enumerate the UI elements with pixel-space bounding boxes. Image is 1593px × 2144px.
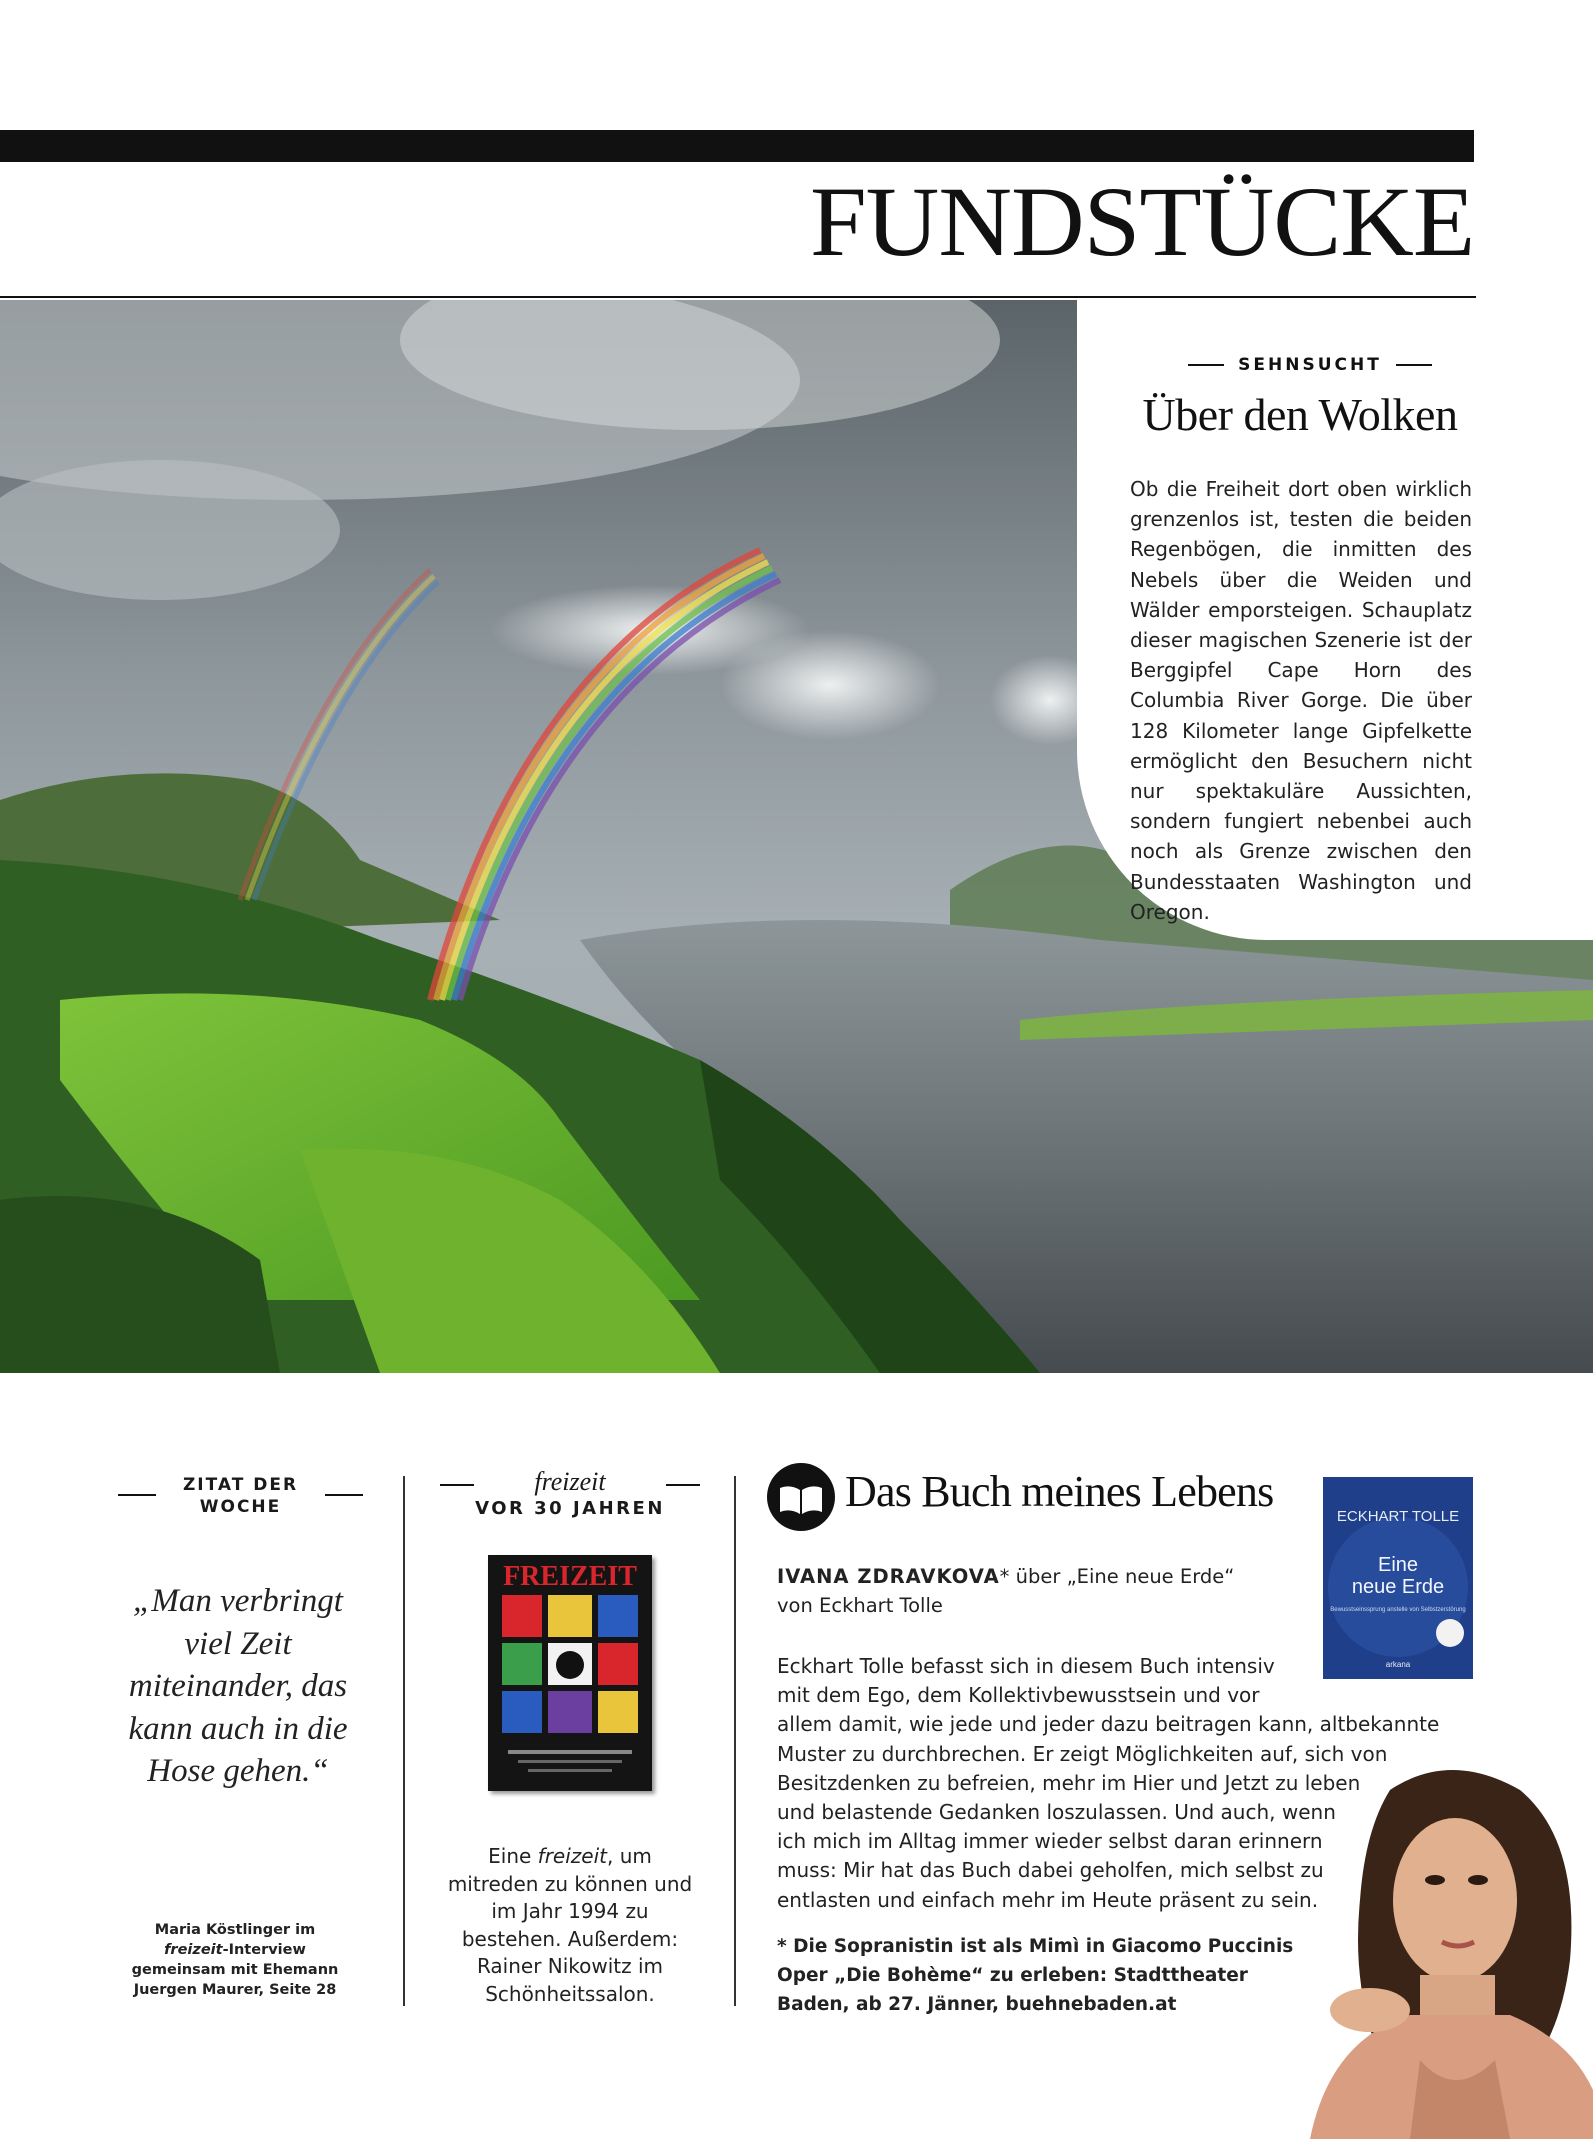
hero-title: Über den Wolken [1142, 389, 1458, 440]
portrait-photo-ivana-zdravkova [1270, 1760, 1593, 2139]
column-divider [734, 1476, 736, 2006]
quote-of-the-week: „Man verbringt viel Zeit miteinander, das kann auch in die Hose gehen.“ [128, 1583, 348, 1789]
magazine-cover-1994 [488, 1555, 652, 1791]
open-book-icon [766, 1462, 836, 1532]
freizeit-logo: freizeit [440, 1468, 700, 1496]
section-title: FUNDSTÜCKE [809, 166, 1474, 277]
book-cover-title: neue Erde [1351, 1576, 1445, 1598]
hero-kicker: SEHNSUCHT [1160, 355, 1460, 375]
quote-credit: Maria Köstlinger im freizeit-Interview gemeinsam mit Ehemann Juergen Maurer, Seite 28 [131, 1922, 339, 1998]
book-footnote: * Die Sopranistin ist als Mimì in Giacomo Puccinis Oper „Die Bohème“ zu erleben: Stadttheater Baden, ab 27. Jänner, buehnebaden.at [777, 1936, 1294, 2015]
book-section-heading: Das Buch meines Lebens [845, 1467, 1274, 1516]
header-bar [0, 130, 1474, 162]
hero-body-text: Ob die Freiheit dort oben wirklich grenzenlos ist, testen die beiden Regenbögen, die inmitten des Nebels über die Weiden und Wälder emporsteigen. Schauplatz dieser magischen Szenerie ist der Berggipfel Cape Horn des Columbia River Gorge. Die über 128 Kilometer lange Gipfelkette ermöglicht den Besuchern nicht nur spektakuläre Aussichten, sondern fungiert nebenbei auch noch als Grenze zwischen den Bundesstaaten Washington und Oregon. [1130, 477, 1472, 924]
cover-masthead: FREIZEIT [503, 1561, 637, 1592]
column-divider [403, 1476, 405, 2006]
retro-caption: Eine freizeit, um mitreden zu können und im Jahr 1994 zu bestehen. Außerdem: Rainer Nikowitz im Schönheitssalon. [447, 1844, 693, 2006]
book-cover-author: ECKHART TOLLE [1336, 1508, 1460, 1525]
header-rule [0, 296, 1476, 298]
book-cover-subtitle: Bewusstseinssprung anstelle von Selbstzerstörung [1330, 1607, 1466, 1613]
quote-kicker: ZITAT DER WOCHE [118, 1474, 363, 1518]
book-intro: IVANA ZDRAVKOVA* über „Eine neue Erde“ von Eckhart Tolle [777, 1565, 1235, 1617]
book-cover-eine-neue-erde [1323, 1477, 1473, 1679]
book-cover-publisher: arkana [1385, 1660, 1411, 1669]
book-cover-title: Eine [1377, 1554, 1419, 1576]
book-review-text: Eckhart Tolle befasst sich in diesem Buch intensiv mit dem Ego, dem Kollektivbewusstsein und vor allem damit, wie jede und jeder dazu beitragen kann, altbekannte Muster zu durchbrechen. Er zeigt Möglichkeiten auf, sich von Besitzdenken zu befreien, mehr im Hier und Jetzt zu leben und belastende Gedanken loszulassen. Und auch, wenn ich mich im Alltag immer wieder selbst daran erinnern muss: Mir hat das Buch dabei geholfen, mich selbst zu entlasten und einfach mehr im Heute präsent zu sein. [777, 1654, 1440, 1912]
retro-kicker: VOR 30 JAHREN [475, 1498, 665, 1519]
